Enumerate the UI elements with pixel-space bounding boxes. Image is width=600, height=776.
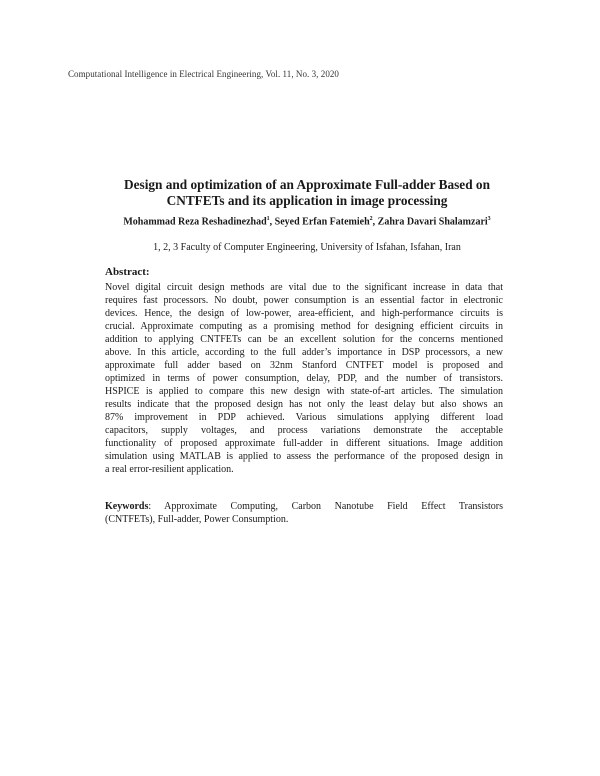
keywords-text: : Approximate Computing, Carbon Nanotube Field Effect Transistors <box>148 501 503 512</box>
author-separator: , <box>372 216 378 228</box>
abstract-line: approximate full adder based on 32nm Stanford CNTFET model is proposed and <box>105 360 503 371</box>
abstract-line: above. In this article, according to the full adder’s importance in DSP processors, a new <box>105 347 503 358</box>
keywords-line: (CNTFETs), Full-adder, Power Consumption. <box>105 514 289 525</box>
author-name: Mohammad Reza Reshadinezhad <box>123 216 267 228</box>
abstract-line: devices. Hence, the design of low-power, area-efficient, and high-performance circuits is <box>105 308 503 319</box>
author-affiliation-mark: 3 <box>487 216 491 222</box>
abstract-line: simulation using MATLAB is applied to assess the performance of the proposed design in <box>105 451 503 462</box>
author-separator: , <box>269 216 275 228</box>
journal-header: Computational Intelligence in Electrical Engineering, Vol. 11, No. 3, 2020 <box>68 69 339 79</box>
abstract-line: addition to applying CNTFETs can be an excellent solution for the concerns mentioned <box>105 334 503 345</box>
abstract-line: results indicate that the proposed design has not only the least delay but also shows an <box>105 399 503 410</box>
abstract-line: HSPICE is applied to compare this new design with state-of-art articles. The simulation <box>105 386 503 397</box>
keywords-label: Keywords <box>105 501 149 512</box>
abstract-body <box>105 281 503 476</box>
abstract-line: capacitors, supply voltages, and process variations demonstrate the acceptable <box>105 425 503 436</box>
abstract-line: a real error-resilient application. <box>105 464 234 475</box>
author-list <box>60 216 554 227</box>
abstract-line: 87% improvement in PDP achieved. Various simulations applying different load <box>105 412 503 423</box>
author-affiliation-mark: 1 <box>266 216 270 222</box>
abstract-line: optimized in terms of power consumption, delay, PDP, and the number of transistors. <box>105 373 503 384</box>
author-name: Seyed Erfan Fatemieh <box>274 216 370 228</box>
paper-title <box>70 177 544 209</box>
keywords <box>105 500 503 526</box>
abstract-line: Novel digital circuit design methods are vital due to the significant increase in data that <box>105 282 503 293</box>
author-name: Zahra Davari Shalamzari <box>377 216 488 228</box>
abstract-line: crucial. Approximate computing as a promising method for designing efficient circuits in <box>105 321 503 332</box>
abstract-line: requires fast processors. No doubt, power consumption is an essential factor in electronic <box>105 295 503 306</box>
affiliation: 1, 2, 3 Faculty of Computer Engineering, University of Isfahan, Isfahan, Iran <box>153 242 461 253</box>
abstract-heading: Abstract: <box>105 266 150 278</box>
abstract-line: functionality of proposed approximate full-adder in different situations. Image addition <box>105 438 503 449</box>
keywords-line <box>105 500 503 513</box>
author-affiliation-mark: 2 <box>369 216 373 222</box>
title-line: Design and optimization of an Approximate Full-adder Based on <box>124 177 490 192</box>
title-line: CNTFETs and its application in image processing <box>166 193 448 208</box>
